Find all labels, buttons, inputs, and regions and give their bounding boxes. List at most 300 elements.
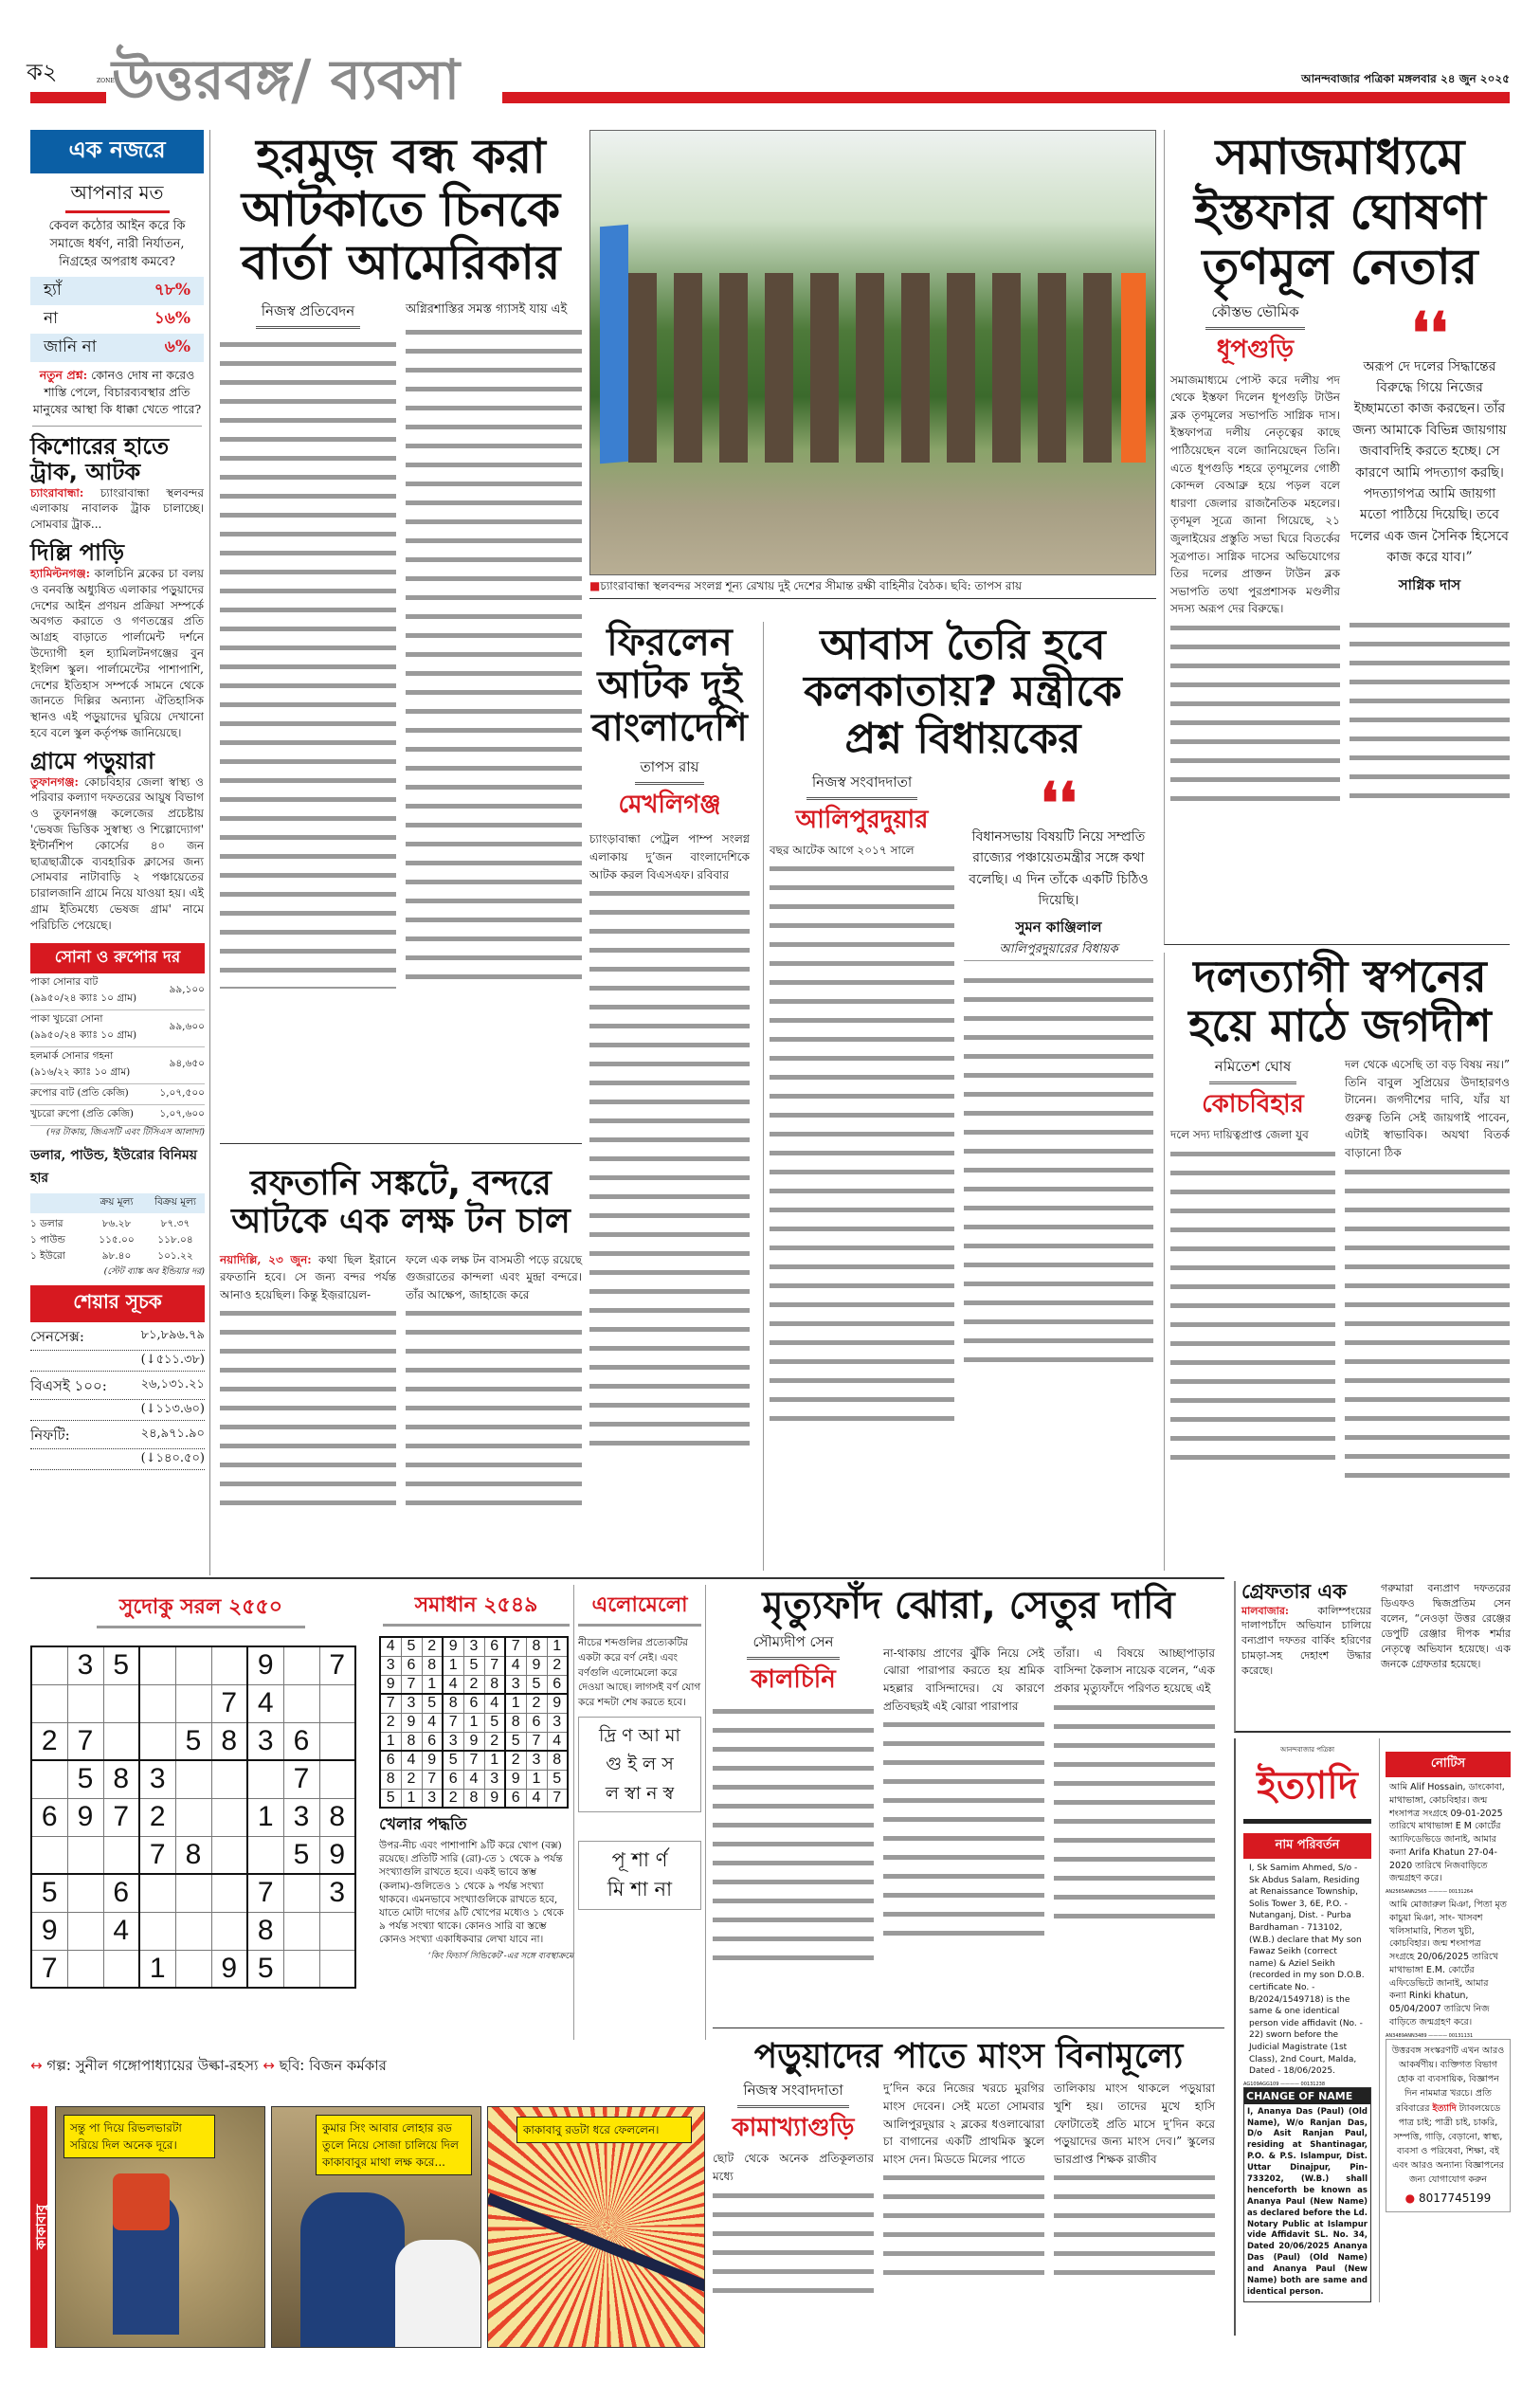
jumble-puzzle [573,1585,706,2040]
sudoku-cell[interactable]: 3 [283,1798,319,1836]
story-text: দলে সদ্য দায়িত্বপ্রাপ্ত জেলা যুব [1170,1128,1309,1142]
rate-label: হলমার্ক সোনার গহনা [30,1049,114,1062]
brief-text: কালচিনি ব্লকের চা বলয় ও বনবস্তি অধ্যুষিত এলাকার পড়ুয়াদের দেশের আইন প্রণয়ন প্রক্রিয়া সম্পর্কে অবগত করাতে ও গণতন্ত্রের প্রতি আগ্রহ বাড়াতে পার্লামেন্ট দর্শনে উদ্যোগী হল হ্যামিলটনগঞ্জের বুন ইংলিশ স্কুল। পার্লামেন্টের পাশাপাশি, দেশের ইতিহাস সম্পর্কে সামনে থেকে জানতে দিল্লির অন্যান্য ঐতিহাসিক স্থানও এই পড়ুয়াদের ঘুরিয়ে দেখানো হবে বলে স্কুল কর্তৃপক্ষ জানিয়েছে। [30,566,204,739]
headline: আবাস তৈরি হবে কলকাতায়? মন্ত্রীকে প্রশ্ন বিধায়কের [804,621,1122,763]
sudoku-cell[interactable]: 9 [211,1950,247,1988]
rules-title: খেলার পদ্ধতি [379,1815,467,1834]
rate-row [30,1105,205,1126]
masthead [0,38,1540,123]
solution-cell: 1 [463,1713,484,1732]
poll-value: ১৬% [154,308,190,328]
solution-cell: 3 [484,1770,505,1789]
sudoku-cell[interactable]: 6 [31,1798,67,1836]
sudoku-cell[interactable] [175,1684,211,1722]
sudoku-cell[interactable]: 3 [139,1760,175,1798]
sudoku-cell[interactable]: 6 [283,1722,319,1760]
poll-value: ৬% [164,336,190,356]
solution-cell: 4 [380,1637,401,1656]
sudoku-cell[interactable]: 8 [175,1836,211,1874]
byline: সৌম্যদীপ সেন [747,1631,839,1660]
sudoku-title: সুদোকু সরল ২৫৫০ [97,1591,305,1628]
rate-value: ১,০৭,৫০০ [159,1086,205,1099]
solution-cell: 6 [422,1732,443,1751]
sudoku-cell[interactable] [139,1912,175,1950]
story-text: কথা ছিল ইরানে রফতানি হবে। সে জন্য বন্দর পর্যন্ত আনাও হয়েছিল। কিন্তু ইজ়রায়েল- [220,1252,396,1301]
ad-code: AN3489ANN3489 ———— 00131131 [1385,2032,1474,2039]
sudoku-cell[interactable] [283,1912,319,1950]
promo-brand: ইত্যাদি [1432,2102,1457,2114]
ityadi-classifieds [1234,1738,1511,2336]
rate-row [30,1010,205,1047]
solution-cell: 3 [547,1713,568,1732]
jumble-box [578,1717,701,1812]
sudoku-cell[interactable]: 8 [247,1912,283,1950]
index-value: ২৬,১৩১.২১ [140,1376,205,1391]
sudoku-cell[interactable] [139,1684,175,1722]
rates-note: (দর টাকায়, জিএসটি এবং টিসিএস আলাদা) [46,1126,205,1137]
solution-cell: 2 [463,1675,484,1694]
quote-author-role: আলিপুরদুয়ারের বিধায়ক [964,940,1153,961]
sudoku-cell[interactable] [103,1950,139,1988]
solution-cell: 2 [526,1694,547,1713]
rates-title: সোনা ও রুপোর দর [30,943,205,973]
sudoku-cell[interactable]: 2 [31,1722,67,1760]
sudoku-cell[interactable]: 8 [211,1722,247,1760]
sudoku-cell[interactable]: 3 [67,1646,103,1684]
fx-title: ডলার, পাউন্ড, ইউরোর বিনিময় হার [30,1147,197,1186]
sudoku-cell[interactable]: 1 [247,1798,283,1836]
fx-c: ১ ইউরো [30,1249,65,1262]
gold-silver-rates [30,943,205,1470]
solution-cell: 4 [443,1675,463,1694]
solution-cell: 1 [547,1637,568,1656]
solution-cell: 4 [401,1751,422,1770]
story-text: সমাজমাধ্যমে পোস্ট করে দলীয় পদ থেকে ইস্তফা দিলেন ধূপগুড়ি টাউন ব্লক তৃণমূলের সভাপতি সাগ্নিক দাস। ইস্তফাপত্র দলীয় নেতৃত্বের কাছে পাঠিয়েছেন বলে জানিয়েছেন তিনি। এতে ধূপগুড়ি শহরে তৃণমূলের গোষ্ঠী কোন্দল বেআব্রু হয়ে পড়ল বলে ধারণা জেলার রাজনৈতিক মহলের। তৃণমূল সূত্রে জানা গিয়েছে, ২১ জুলাইয়ের প্রস্তুতি সভা ঘিরে বিতর্কের সূত্রপাত। সাগ্নিক দাসের অভিযোগের তির দলের প্রাক্তন টাউন ব্লক সভাপতি তথা পুরপ্রশাসক মণ্ডলীর সদস্য অরূপ দের বিরুদ্ধে। [1170,373,1340,616]
fx-row [30,1249,205,1265]
brief-text: কোচবিহার জেলা স্বাস্থ্য ও পরিবার কল্যাণ দফতরের আয়ুষ বিভাগ ও তুফানগঞ্জ কলেজের প্রচেষ্টায় 'ভেষজ ভিত্তিক সুস্বাস্থ্য ও শিল্পোদ্যোগ' ইন্টার্নশিপ কোর্সের ৪০ জন ছাত্রছাত্রীকে ব্যবহারিক ক্লাসের জন্য সোমবার নাটাবাড়ি ২ পঞ্চায়েতের চারালজানি গ্রামে নিয়ে যাওয়া হয়। এই গ্রাম ইতিমধ্যে ভেষজ গ্রাম' নামে পরিচিতি পেয়েছে। [30,774,204,932]
sudoku-cell[interactable]: 4 [103,1912,139,1950]
sudoku-cell[interactable]: 7 [31,1950,67,1988]
poll-results [30,277,204,362]
sudoku-cell[interactable] [175,1874,211,1912]
solution-cell: 7 [401,1675,422,1694]
story-returned [589,622,755,1571]
headline: ফিরলেন আটক দুই বাংলাদেশি [591,621,748,750]
solution-cell: 5 [526,1675,547,1694]
sudoku-cell[interactable] [175,1950,211,1988]
quote-icon: ❛❛ [1040,770,1078,837]
sudoku-cell[interactable] [247,1836,283,1874]
brief-item [30,749,204,934]
notice-title: নোটিস [1386,1752,1511,1777]
byline: নমিতেশ ঘোষ [1209,1056,1296,1084]
jumble-word: দ্রি ণ আ মা [599,1724,680,1746]
solution-cell: 4 [505,1656,526,1675]
fx-note: (স্টেট ব্যাঙ্ক অব ইন্ডিয়ার দর) [103,1265,205,1277]
solution-cell: 7 [547,1789,568,1808]
solution-cell: 7 [422,1770,443,1789]
dateline-place: আলিপুরদুয়ার [795,805,929,834]
sudoku-cell[interactable]: 6 [103,1874,139,1912]
solution-cell: 7 [380,1694,401,1713]
comic-caption: কুমার সিং আবার লোহার রড তুলে নিয়ে সোজা চালিয়ে দিল কাকাবাবুর মাথা লক্ষ করে... [316,2115,472,2175]
phone-number[interactable]: 8017745199 [1418,2191,1492,2205]
byline: নিজস্ব প্রতিবেদন [256,300,361,329]
jumble-word: ল স্বা ন স্ব [605,1782,675,1804]
sudoku-cell[interactable]: 7 [211,1684,247,1722]
sudoku-cell[interactable]: 7 [139,1836,175,1874]
name-change-text: I, Sk Samim Ahmed, S/o - Sk Abdus Salam, Residing at Renaissance Township, Solis Tower 3, 6E, P.O. - Nutanganj, Dist. - Purba Bardhaman - 713102, (W.B.) declare that My son Fawaz Seikh (correct name) & Aziel Seikh (recorded in my son D.O.B. certificate No. - B/2024/1549718) is the same & one identical person vide affidavit (No. - 22) sworn before the Judicial Magistrate (1st Class), 2nd Court, Malda, Dated - 18/06/2025. [1249,1864,1365,2077]
pull-quote: অরূপ দে দলের সিদ্ধান্তের বিরুদ্ধে গিয়ে নিজের ইচ্ছামতো কাজ করছেন। তাঁর জন্য আমাকে বিভিন্ন জায়গায় জবাবদিহি করতে হচ্ছে। সে কারণে আমি পদত্যাগ করছি। পদত্যাগপত্র আমি জায়গা মতো পাঠিয়ে দিয়েছি। তবে দলের এক জন সৈনিক হিসেবে কাজ করে যাব।” [1350,358,1509,566]
dateline-place: কামাখ্যাগুড়ি [732,2114,855,2143]
story-credit: গল্প: সুনীল গঙ্গোপাধ্যায়ের উল্কা-রহস্য [46,2057,259,2074]
jumble-word: গু ই ল স [606,1754,674,1775]
sudoku-cell[interactable] [67,1912,103,1950]
sudoku-cell[interactable] [31,1684,67,1722]
new-question-label: নতুন প্রশ্ন: [39,367,88,382]
rate-label: খুচরো রুপো (প্রতি কেজি) [30,1107,134,1119]
solution-cell: 3 [505,1675,526,1694]
solution-cell: 2 [505,1751,526,1770]
sudoku-cell[interactable] [211,1760,247,1798]
solution-cell: 8 [484,1675,505,1694]
sudoku-cell[interactable] [103,1722,139,1760]
story-resign [1164,130,1510,945]
solution-cell: 2 [484,1732,505,1751]
quote-icon: ❛❛ [1411,300,1448,367]
sudoku-cell[interactable]: 2 [139,1798,175,1836]
dateline-place: কোচবিহার [1202,1090,1304,1119]
story-text: দল থেকে এসেছি তা বড় বিষয় নয়।” তিনি বাবুল সুপ্রিয়ের উদাহারণও টানেন। জগদীশের দাবি, যাঁর যা গুরুত্ব তিনি সেই জায়গাই পাবেন, এটাই স্বাভাবিক। অযথা বিতর্ক বাড়ানো ঠিক [1345,1058,1510,1159]
sudoku-cell[interactable] [283,1874,319,1912]
sudoku-cell[interactable]: 7 [283,1760,319,1798]
fx-c: ১ ডলার [30,1217,63,1229]
sudoku-cell[interactable]: 9 [247,1646,283,1684]
brief-title: দিল্লি পাড়ি [30,539,125,567]
dateline: আনন্দবাজার পত্রিকা মঙ্গলবার ২৪ জুন ২০২৫ [1301,71,1510,90]
solution-cell: 4 [547,1732,568,1751]
solution-cell: 2 [547,1656,568,1675]
sudoku-cell[interactable] [283,1950,319,1988]
comic-strip-title [30,2106,47,2348]
sudoku-cell[interactable] [247,1760,283,1798]
headline: হরমুজ় বন্ধ করা আটকাতে চিনকে বার্তা আমেরিকার [241,129,561,290]
sudoku-cell[interactable] [67,1874,103,1912]
brief-item [30,540,204,741]
sudoku-cell[interactable]: 7 [247,1874,283,1912]
sudoku-cell[interactable]: 7 [103,1798,139,1836]
sudoku-cell[interactable] [211,1912,247,1950]
story-text: দু’দিন করে নিজের খরচে মুরগির মাংস দেবেন। সেই মতো সোমবার আলিপুরদুয়ার ২ ব্লকের ধওলাঝোরা চা বাগানের একটি প্রাথমিক স্কুলে মাংস দেন। মিডডে মিলের পাতে [883,2082,1044,2166]
comic-panel-1 [55,2106,265,2348]
promo-text: ট্যাবলয়েডে পাত্র চাই; পাত্রী চাই, চাকরি, সম্পত্তি, গাড়ি, বেড়ানো, স্বাস্থ্য, ব্যবসা ও পরিষেবা, শিক্ষা, বই এবং আরও অন্যান্য বিজ্ঞাপনের জন্য যোগাযোগ করুন [1392,2102,1504,2186]
promo-text: উত্তরবঙ্গ সংস্করণটি এখন আরও আকর্ষণীয়। ব্যক্তিগত বিভাগ হোক বা ব্যবসায়িক, বিজ্ঞাপন দিন নামমাত্র খরচে। প্রতি রবিবারের [1391,2045,1505,2114]
rate-value: ৯৯,৬০০ [169,1021,205,1033]
headline: সমাজমাধ্যমে ইস্তফার ঘোষণা তৃণমূল নেতার [1194,129,1486,297]
story-arrest [1234,1581,1511,1733]
rate-sub: (৯৯৫০/২৪ ক্যাঃ ১০ গ্রাম) [30,991,137,1004]
sudoku-cell[interactable] [31,1646,67,1684]
story-text: তালিকায় মাংস থাকলে পড়ুয়ারা খুশি হয়। তাদের মুখে হাসি ফোটাতেই প্রতি মাসে দু’দিন করে পড়ুয়াদের জন্য মাংস দেব।” স্কুলের ভারপ্রাপ্ত শিক্ষক রাজীব [1054,2082,1215,2166]
notice-text: আমি মোজারুল মিঞা, পিতা মৃত কাচুয়া মিঞা, সাং- খাসবশ খলিসামারি, শিতল খুচী, কোচবিহার। জন্ম শংসাপত্র সংগ্রহে 20/06/2025 তারিখে মাথাভাঙ্গা E.M. কোর্টের এফিডেভিটে জানাই, আমার কন্যা Rinki khatun, 05/04/2007 তারিখে নিজ বাড়িতে জন্মগ্রহণ করে। [1388,1900,1507,2028]
dateline-place: ধূপগুড়ি [1216,335,1295,364]
solution-cell: 2 [401,1770,422,1789]
ad-code: AG109AGG109 ———— 00131238 [1243,2081,1326,2087]
change-of-name-text: I, Ananya Das (Paul) (Old Name), W/o Ranjan Das, D/o Asit Ranjan Paul, residing at Shantinagar, P.O. & P.S. Islampur, Dist. Uttar Dinajpur, Pin- 733202, (W.B.) shall henceforth be known as Ananya Paul (New Name) as declared before the Ld. Notary Public at Islampur vide Affidavit SL. No. 34, Dated 20/06/2025 Ananya Das (Paul) (Old Name) and Ananya Paul (New Name) both are same and identical person. [1247,2106,1368,2297]
solution-cell: 6 [401,1656,422,1675]
sudoku-grid [30,1646,356,1989]
sudoku-cell[interactable]: 5 [283,1836,319,1874]
byline: নিজস্ব সংবাদদাতা [806,772,917,800]
solution-cell: 5 [484,1713,505,1732]
sudoku-cell[interactable]: 4 [247,1684,283,1722]
sudoku-cell[interactable] [103,1836,139,1874]
share-row [30,1375,205,1421]
solution-cell: 4 [422,1713,443,1732]
dateline-place: মালবাজার: [1241,1604,1289,1617]
quote-author: সুমন কাঞ্জিলাল [1015,918,1102,936]
caption-text: চ্যাংরাবান্ধা স্থলবন্দর সংলগ্ন শূন্য রেখায় দুই দেশের সীমান্ত রক্ষী বাহিনীর বৈঠক। ছবি: তাপস রায় [600,579,1023,592]
sudoku-cell[interactable]: 5 [31,1874,67,1912]
brief-place: চ্যাংরাবান্ধা: [30,485,84,500]
fx-c: ১ পাউন্ড [30,1233,65,1246]
comic-panel-2 [271,2106,481,2348]
fx-sell: ১১৮.০৪ [157,1233,193,1246]
sudoku-cell[interactable]: 7 [319,1646,355,1684]
fx-head-sell: বিক্রয় মূল্য [154,1195,196,1208]
sudoku-cell[interactable]: 5 [175,1722,211,1760]
solution-cell: 8 [443,1694,463,1713]
jumble-word: পূ শা র্ণ [611,1847,668,1871]
sudoku-cell[interactable] [319,1950,355,1988]
sudoku-cell[interactable] [175,1646,211,1684]
fx-buy: ৮৬.২৮ [101,1217,132,1229]
syndicate-credit: ‘কিং ফিচার্স সিন্ডিকেট’-এর সঙ্গে ব্যবস্থাক্রমে [427,1952,573,1962]
sudoku-cell[interactable] [211,1874,247,1912]
solution-cell: 9 [443,1637,463,1656]
arrow-icon: ↔ [30,2057,43,2074]
solution-cell: 7 [526,1732,547,1751]
sudoku-cell[interactable] [319,1684,355,1722]
story-text: কালিম্পংয়ের দালাপচাঁদে অভিযান চালিয়ে বন্যপ্রাণ দফতর বার্কিং হরিণের চামড়া-সহ দেহাংশ উদ্ধার করেছে। [1241,1604,1371,1678]
solution-cell: 8 [380,1770,401,1789]
sudoku-solution [379,1585,573,1963]
solution-cell: 3 [422,1789,443,1808]
sudoku-cell[interactable] [31,1836,67,1874]
solution-cell: 9 [401,1713,422,1732]
sudoku-cell[interactable] [139,1722,175,1760]
solution-cell: 1 [505,1694,526,1713]
solution-cell: 3 [380,1656,401,1675]
story-text: তাঁরা। এ বিষয়ে আচ্ছাপাড়ার বাসিন্দা কৈলাস নায়েক বলেন, “এক প্রকার মৃত্যুফাঁদে পরিণত হয়েছে এই [1054,1646,1215,1695]
solution-cell: 8 [505,1713,526,1732]
solution-cell: 5 [463,1656,484,1675]
sudoku-cell[interactable]: 1 [139,1950,175,1988]
sudoku-cell[interactable]: 8 [103,1760,139,1798]
story-meat [713,2038,1224,2332]
comic-panel-3 [487,2106,705,2348]
fx-buy: ১১৫.০০ [99,1233,135,1246]
sudoku-cell[interactable]: 8 [319,1798,355,1836]
index-value: ৮১,৮৯৬.৭৯ [140,1327,205,1342]
index-name: নিফটি: [30,1426,70,1444]
fx-sell: ৮৭.৩৭ [160,1217,190,1229]
share-index-title: শেয়ার সূচক [30,1285,205,1322]
solution-cell: 6 [443,1770,463,1789]
rate-row [30,973,205,1010]
headline: গ্রেফতার এক [1241,1580,1347,1603]
solution-cell: 6 [547,1675,568,1694]
sudoku-cell[interactable]: 3 [319,1874,355,1912]
story-text: গরুমারা বন্যপ্রাণ দফতরের ডিএফও দ্বিজপ্রতিম সেন বলেন, “নেওড়া উত্তর রেঞ্জের ডেপুটি রেঞ্জার দীপক শর্মার নেতৃত্বে অভিযান হয়েছে। এক জনকে গ্রেফতার হয়েছে। [1381,1582,1511,1670]
solution-cell: 5 [401,1637,422,1656]
strip-name: কাকাবাবু [34,2204,49,2250]
byline: নিজস্ব সংবাদদাতা [737,2080,848,2108]
byline: কৌস্তভ ভৌমিক [1205,301,1304,330]
sudoku-cell[interactable] [211,1646,247,1684]
border-meeting-photo [589,130,1156,575]
story-bridge [713,1585,1224,2028]
name-change-title: নাম পরিবর্তন [1243,1833,1371,1859]
sudoku-cell[interactable] [175,1912,211,1950]
sudoku-cell[interactable] [139,1646,175,1684]
solution-cell: 8 [463,1789,484,1808]
rate-label: পাকা সোনার বাট [30,975,99,988]
solution-cell: 9 [526,1656,547,1675]
solution-cell: 9 [463,1732,484,1751]
byline: তাপস রায় [635,756,705,785]
solution-title: সমাধান ২৫৪৯ [383,1589,570,1627]
solution-cell: 3 [443,1732,463,1751]
quote-author: সাগ্নিক দাস [1398,575,1461,593]
art-credit: ছবি: বিজন কর্মকার [279,2057,387,2074]
jumble-instructions: নীচের শব্দগুলির প্রত্যেকটির একটা করে বর্ণ নেই। এবং বর্ণগুলি এলোমেলো করে দেওয়া আছে। লাগসই বর্ণ যোগ করে শব্দটা শেষ করতে হবে। [578,1637,701,1708]
story-text: বছর আটেক আগে ২০১৭ সালে [770,843,915,857]
solution-cell: 6 [380,1751,401,1770]
sudoku-cell[interactable] [319,1912,355,1950]
comic-strip [30,2057,705,2355]
rate-sub: (৯১৬/২২ ক্যাঃ ১০ গ্রাম) [30,1065,131,1078]
solution-cell: 2 [443,1789,463,1808]
sudoku-cell[interactable] [31,1760,67,1798]
notice-text: আমি Alif Hossain, ডাংকোবা, মাথাভাঙ্গা, কোচবিহার। জন্ম শংসাপত্র সংগ্রহে 09-01-2025 তারিখে মাথাভাঙ্গা E M কোর্টের অ্যাফিডেভিডে জানাই, আমার কন্যা Arifa Khatun 27-04-2020 তারিখে নিজবাড়িতে জন্মগ্রহণ করে। [1388,1782,1505,1884]
solution-cell: 9 [505,1770,526,1789]
solution-cell: 7 [463,1751,484,1770]
poll-option: না [44,308,59,328]
dateline-place: কালচিনি [751,1664,836,1694]
rules-text: উপর-নীচ এবং পাশাপাশি ৯টি করে খোপ (বক্স) রয়েছে। প্রতিটি সারি (রো)-তে ১ থেকে ৯ পর্যন্ত সংখ্যাগুলি রাখতে হবে। একই ভাবে স্তম্ভ (কলাম)-গুলিতেও ১ থেকে ৯ পর্যন্ত সংখ্যা থাকবে। এমনভাবে সংখ্যাগুলিকে রাখতে হবে, যাতে মোটা দাগের ৯টি খোপের মধ্যেও ১ থেকে ৯ পর্যন্ত সংখ্যা থাকে। কোনও সারি বা স্তম্ভে কোনও সংখ্যা একাধিকবার লেখা যাবে না। [379,1840,564,1946]
sudoku-cell[interactable]: 5 [103,1646,139,1684]
sudoku-puzzle [30,1585,371,2030]
sudoku-cell[interactable] [319,1722,355,1760]
story-text: চ্যাংড়াবান্ধা পেট্রল পাম্প সংলগ্ন এলাকায় দু’জন বাংলাদেশিকে আটক করল বিএসএফ। রবিবার [589,832,750,882]
sudoku-cell[interactable] [139,1874,175,1912]
solution-cell: 1 [422,1675,443,1694]
story-text: ফলে এক লক্ষ টন বাসমতী পড়ে রয়েছে গুজরাতের কান্দলা এবং মুন্দ্রা বন্দরে। তাঁর আক্ষেপ, জাহাজে করে [406,1252,582,1301]
rate-value: ৯৪,৬৫০ [169,1058,205,1070]
solution-cell: 4 [526,1789,547,1808]
arrow-icon: ↔ [263,2057,275,2074]
index-change: (↓১৪০.৫০) [30,1449,205,1470]
sudoku-cell[interactable]: 5 [67,1760,103,1798]
fx-row [30,1217,205,1233]
solution-cell: 1 [380,1732,401,1751]
sudoku-cell[interactable] [67,1950,103,1988]
solution-cell: 4 [463,1770,484,1789]
solution-cell: 8 [401,1732,422,1751]
solution-cell: 9 [380,1675,401,1694]
fx-sell: ১০১.২২ [157,1249,193,1262]
index-name: সেনসেক্স: [30,1327,84,1345]
rate-row [30,1047,205,1084]
brief-title: কিশোরের হাতে ট্রাক, আটক [30,432,170,485]
sudoku-cell[interactable] [319,1760,355,1798]
sudoku-cell[interactable] [283,1646,319,1684]
sudoku-cell[interactable]: 9 [319,1836,355,1874]
solution-cell: 5 [443,1751,463,1770]
solution-cell: 7 [505,1637,526,1656]
section-title: উত্তরবঙ্গ/ ব্যবসা [112,47,461,112]
fx-row [30,1233,205,1249]
solution-cell: 5 [547,1770,568,1789]
brief-title: গ্রামে পড়ুয়ারা [30,747,154,774]
headline: রফতানি সঙ্কটে, বন্দরে আটকে এক লক্ষ টন চাল [231,1164,571,1242]
brief-place: হ্যামিল্টনগঞ্জ: [30,566,91,580]
solution-cell: 6 [484,1637,505,1656]
solution-cell: 1 [401,1789,422,1808]
index-change: (↓৫১১.৩৮) [30,1351,205,1372]
solution-grid [379,1636,569,1809]
jumble-box [578,1841,701,1910]
sudoku-cell[interactable] [67,1836,103,1874]
solution-cell: 9 [484,1789,505,1808]
solution-cell: 1 [484,1751,505,1770]
sudoku-cell[interactable] [211,1798,247,1836]
sudoku-cell[interactable] [211,1836,247,1874]
sudoku-cell[interactable]: 9 [31,1912,67,1950]
solution-cell: 6 [505,1789,526,1808]
solution-cell: 4 [484,1694,505,1713]
change-of-name-title: CHANGE OF NAME [1244,2088,1370,2104]
solution-cell: 5 [380,1789,401,1808]
sudoku-cell[interactable]: 7 [67,1722,103,1760]
poll-question: কেবল কঠোর আইন করে কি সমাজে ধর্ষণ, নারী নির্যাতন, নিগ্রহের অপরাধ কমবে? [48,219,186,269]
headline: পড়ুয়াদের পাতে মাংস বিনামূল্যে [753,2037,1184,2076]
sudoku-cell[interactable]: 3 [247,1722,283,1760]
story-text: না-থাকায় প্রাণের ঝুঁকি নিয়ে সেই ঝোরা পারাপার করতে হয় শ্রমিক মহল্লার বাসিন্দাদের। যে কারণে প্রতিবছরই এই ঝোরা পারাপার [883,1646,1044,1713]
index-name: বিএসই ১০০: [30,1376,107,1394]
sudoku-cell[interactable]: 5 [247,1950,283,1988]
rate-label: পাকা খুচরো সোনা [30,1012,103,1025]
jumble-word: মি শা না [607,1878,673,1901]
sudoku-cell[interactable] [67,1684,103,1722]
share-row [30,1425,205,1470]
story-hormuz [220,130,582,1144]
jumble-title: এলোমেলো [578,1589,701,1627]
poll-option: জানি না [44,336,97,356]
brief-text: চ্যাংরাবান্ধা স্থলবন্দর এলাকায় নাবালক ট্রাক চালাচ্ছে। সোমবার ট্রাক... [30,485,204,532]
story-jagadish [1164,953,1510,1571]
sudoku-cell[interactable] [175,1760,211,1798]
sudoku-cell[interactable]: 9 [67,1798,103,1836]
rate-sub: (৯৯৫০/২৪ ক্যাঃ ১০ গ্রাম) [30,1028,137,1041]
solution-cell: 2 [422,1637,443,1656]
solution-cell: 1 [526,1770,547,1789]
sudoku-cell[interactable] [175,1798,211,1836]
story-housing [763,622,1156,1571]
sudoku-cell[interactable] [103,1684,139,1722]
sudoku-cell[interactable] [283,1684,319,1722]
